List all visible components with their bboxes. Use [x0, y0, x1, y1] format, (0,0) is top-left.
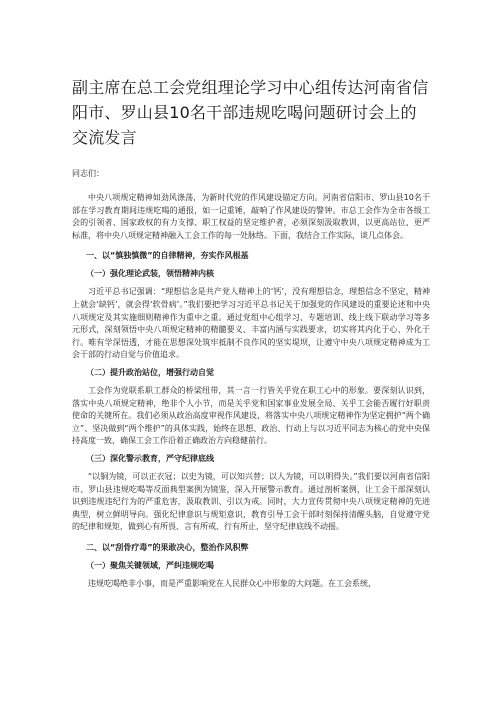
- section-1-1-heading: （一）强化理论武装，领悟精神内核: [86, 269, 214, 279]
- section-1-1-paragraph: 习近平总书记强调：“理想信念是共产党人精神上的‘钙’，没有理想信念，理想信念不坚定，精神上就会‘缺钙’，就会得‘软骨病’。”我们要把学习习近平总书记关于加强党的作风建设的重要论述和中央八项规定及其实施细则精神作为重中之重。通过党组中心组学习、专题培训、线上线下联动学习等多元形式，深刻领悟中央八项规定精神的精髓要义、丰富内涵与实践要求，切实将其内化于心、外化于行。唯有学深悟透，才能在思想深处筑牢抵制不良作风的坚实堤坝，让遵守中央八项规定精神成为工会干部的行动自觉与价值追求。: [72, 287, 430, 360]
- section-1-3-heading: （三）深化警示教育，严守纪律底线: [86, 453, 214, 463]
- section-1-3-paragraph: “以铜为镜，可以正衣冠；以史为镜，可以知兴替；以人为镜，可以明得失。”我们要以河南省信阳市、罗山县违规吃喝等反面典型案例为镜鉴，深入开展警示教育。通过剖析案例，让工会干部深刻认识到违规违纪行为的严重危害，汲取教训、引以为戒。同时，大力宣传贯彻中央八项规定精神的先进典型，树立鲜明导向。强化纪律意识与规矩意识，教育引导工会干部时刻保持清醒头脑，自觉遵守党的纪律和规矩，做到心有所畏、言有所戒、行有所止，坚守纪律底线不动摇。: [72, 471, 430, 532]
- section-1-2-paragraph: 工会作为党联系职工群众的桥梁纽带，其一言一行皆关乎党在职工心中的形象。要深刻认识到，落实中央八项规定精神，绝非个人小节，而是关乎党和国家事业发展全局、关乎工会能否履行好职责使命的关键所在。我们必须从政治高度审视作风建设，将落实中央八项规定精神作为坚定拥护“两个确立”、坚决做到“两个维护”的具体实践，始终在思想、政治、行动上与以习近平同志为核心的党中央保持高度一致，确保工会工作沿着正确政治方向稳健前行。: [72, 385, 430, 446]
- section-2-1-heading: （一）聚焦关键领域，严纠违规吃喝: [86, 560, 214, 570]
- intro-paragraph: 中央八项规定精神如劲风涤荡，为新时代党的作风建设锚定方向。河南省信阳市、罗山县10名干部在学习教育期间违规吃喝的通报，如一记重锤，敲响了作风建设的警钟。市总工会作为全市各级工会的引领者、国家政权的有力支撑、职工权益的坚定维护者，必须深刻汲取教训，以更高站位、更严标准，将中央八项规定精神融入工会工作的每一处脉络。下面，我结合工作实际，谈几点体会。: [72, 193, 430, 240]
- greeting: 同志们：: [72, 169, 104, 178]
- section-2-1-paragraph: 违规吃喝绝非小事，而是严重影响党在人民群众心中形象的大问题。在工会系统，: [88, 578, 376, 588]
- section-1-heading: 一、以“慎独慎微”的自律精神，夯实作风根基: [86, 251, 249, 261]
- section-1-2-heading: （二）提升政治站位，增强行动自觉: [86, 367, 214, 377]
- document-title: 副主席在总工会党组理论学习中心组传达河南省信阳市、罗山县10名干部违规吃喝问题研讨会上的交流发言: [72, 78, 429, 147]
- section-2-heading: 二、以“刮骨疗毒”的果敢决心，整治作风积弊: [86, 542, 249, 552]
